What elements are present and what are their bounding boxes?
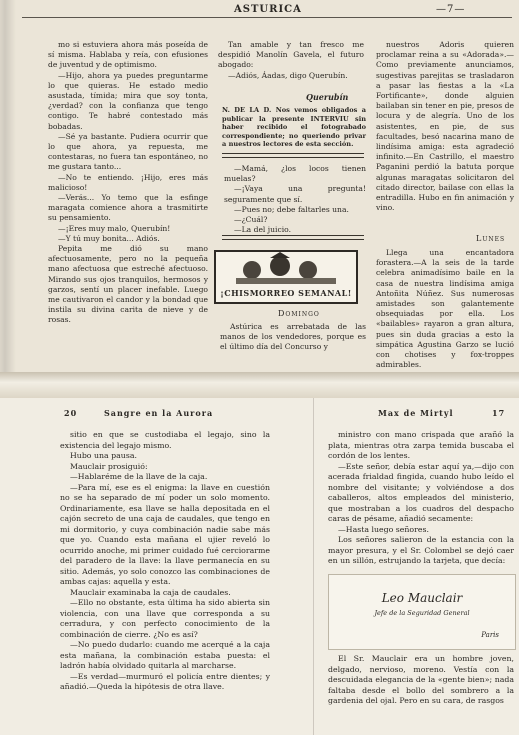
card-city: Paris: [481, 631, 499, 639]
right-page-paragraph: Los señores salieron de la estancia con la mayor presura, y el Sr. Colombel se dejó caer en un sillón, estrujando la tarjeta, que decía:: [328, 535, 514, 565]
left-page-paragraph: —Es verdad—murmuró el policía entre dientes; y añadió.—Queda la hipótesis de otra llave.: [60, 671, 270, 691]
editor-notice: N. DE LA D. Nos vemos obligados a publicar la presente INTERVIU sin haber recibido el fotograbado correspondiente; no queriendo privar a nuestros lectores de esta sección.: [222, 106, 366, 149]
column-1: [48, 40, 208, 326]
left-page-paragraph: Hubo una pausa.: [70, 451, 137, 460]
card-name: Leo Mauclair: [381, 591, 463, 605]
right-page-column: [328, 430, 514, 567]
gutter-line: [313, 398, 314, 735]
column-1-paragraph: mo si estuviera ahora más poseída de sí misma. Hablaba y reía, con efusiones de juventud y de optimismo.: [48, 40, 208, 70]
left-page-paragraph: —No puedo dudarlo: cuando me acerqué a la caja esta mañana, la combinación estaba puesta: el ladrón había olvidado quitarla al marcharse.: [60, 640, 270, 670]
column-3-top: [376, 40, 514, 213]
left-page-paragraph: sitio en que se custodiaba el legajo, sino la existencia del legajo mismo.: [60, 430, 270, 450]
right-running-head: Max de Mirtyl: [378, 408, 454, 418]
dialogue-paragraph: —¿Cuál?: [234, 215, 268, 225]
column-3-paragraph: nuestros Adoris quieren proclamar reina a su «Adorada».—Como previamente anunciamos, sugestivas parejitas se trasladaron a pasar las fiestas a la «La Fortificante», donde alguien bailaban sin tener en pie, presos de locura y de alegría. Uno de los asistentes, en pie, de sus facultades, besó nacarina mano de lindísima amiga: esta agradeció infinito.—En Castrillo, el maestro Paganini perdió la batuta porque algunas maragatas solicitaron del citado director, bailase con ellas la entradilla. Hubo en fin animación y vino.: [376, 40, 514, 213]
left-page-paragraph: Mauclair examinaba la caja de caudales.: [70, 587, 231, 597]
right-page-number: 17: [492, 408, 506, 418]
domingo-heading: Domingo: [278, 309, 320, 318]
column-2-paragraph: —Adiós, Áadas, digo Querubín.: [228, 70, 348, 80]
left-page-paragraph: —Para mí, ese es el enigma: la llave en cuestión no se ha separado de mí poder un solo momento. Ordinariamente, esa llave se halla depositada en el cajón secreto de una caja de caudales, que tengo en mi dormitorio, y cuya combinación nadie sabe más que yo. Cuando esta mañana el ujier reveló lo ocurrido anoche, mi primer cuidado fué cerciorarme del paradero de la llave: la llave permanecía en su sitio. Además, yo solo conozco las combinaciones de ambas cajas: aquella y esta.: [60, 482, 270, 586]
ornament-rule-2: [222, 232, 364, 241]
column-2-intro: [218, 40, 364, 81]
column-1-paragraph: —Sé ya bastante. Pudiera ocurrir que lo que ahora, ya repuesta, me contestaras, no fuera tan espontáneo, no me gustara tanto...: [48, 131, 208, 172]
left-running-head: Sangre en la Aurora: [104, 408, 214, 418]
left-page-paragraph: —Hablaréme de la llave de la caja.: [70, 472, 208, 481]
lunes-text: Llega una encantadora forastera.—A la seis de la tarde celebra animadísimo baile en la casa de nuestra lindísima amiga Antoñita Núñez. Sus numerosas amistades son galantemente obsequiadas por ella. Los «bailables» rayaron a gran altura, pues sin duda gracias a esto la simpática Agustina Garzo se lució con chotises y fox-troppes admirables.: [376, 248, 514, 370]
header-rule: [22, 17, 512, 18]
column-1-paragraph: —Verás... Yo temo que la esfinge maragata comience ahora a trasmitirte su pensamiento.: [48, 193, 208, 223]
dialogue-paragraph: —Pues no; debe faltarles una.: [234, 204, 349, 214]
running-head: ASTURICA: [234, 4, 302, 15]
banner-label: ¡CHISMORREO SEMANAL!: [220, 288, 352, 298]
dialogue-paragraph: —¡Vaya una pregunta! seguramente que sí.: [224, 184, 366, 204]
signature-querubin: Querubín: [306, 92, 349, 102]
column-1-paragraph: Pepita me dió su mano afectuosamente, pero no la pequeña mano afectuosa que estreché afectuoso. Mirando sus ojos tranquilos, hermosos y garzos, sentí un placer inefable. Luego me cautivaron el candor y la bondad que instila su divina carita de nieve y de rosas.: [48, 244, 208, 325]
page-number: —7—: [436, 4, 466, 15]
right-page-paragraph: —Hasta luego señores.: [338, 524, 429, 534]
right-page-paragraph: —Este señor, debía estar aquí ya,—dijo con acerada frialdad fingida, cuando hubo leído el nombre del visitante; y volviéndose a dos caballeros, altos empleados del ministerio, que mostraban a los cuadros del despacho caras de pésame, añadió secamente:: [328, 461, 514, 523]
chismorreo-banner: [214, 250, 358, 304]
dialogue-paragraph: —Mamá, ¿los locos tienen muelas?: [224, 164, 366, 184]
bottom-spread: [0, 398, 519, 735]
column-1-paragraph: —¡Eres muy malo, Querubín!: [58, 223, 171, 233]
lunes-heading: Lunes: [476, 234, 506, 243]
page-fold: [0, 372, 519, 398]
left-page-column: [60, 430, 270, 693]
column-1-paragraph: —No te entiendo. ¡Hijo, eres más malicioso!: [48, 172, 208, 192]
column-1-paragraph: —Y tú muy bonita... Adiós.: [58, 233, 160, 243]
ornament-rule-1: [222, 150, 364, 159]
banner-illustration-icon: [216, 252, 356, 286]
right-page-paragraph: ministro con mano crispada que arañó la plata, mientras otra zarpa temida buscaba el cordón de los lentes.: [328, 430, 514, 460]
column-2-dialogue: [224, 164, 366, 235]
right-page-column-after: El Sr. Mauclair era un hombre joven, delgado, nervioso, moreno. Vestía con la descuidada elegancia de la «gente bien»; nada faltaba desde el bollo del sombrero a la gardenia del ojal. Pero en su cara, de rasgos: [328, 654, 514, 705]
card-title: Jefe de la Seguridad General: [374, 609, 470, 617]
left-page-paragraph: Mauclair prosiguió:: [70, 461, 148, 471]
left-page-number: 20: [64, 408, 78, 418]
domingo-text: Astúrica es arrebatada de las manos de los vendedores, porque es el último día del Concurso y: [220, 322, 366, 352]
column-2-paragraph: Tan amable y tan fresco me despidió Manolín Gavela, el futuro abogado:: [218, 40, 364, 70]
visiting-card: [328, 574, 516, 650]
dialogue-paragraph: —La del juicio.: [234, 225, 291, 235]
left-page-paragraph: —Ello no obstante, esta última ha sido abierta sin violencia, con una llave que corresponda a su cerradura, y con perfecto conocimiento de la combinación de cierre. ¿No es así?: [60, 598, 270, 639]
column-1-paragraph: —Hijo, ahora ya puedes preguntarme lo que quieras. He estado medio asustada, tímida; mira que soy tonta, ¿verdad? con la confianza que tengo contigo. Te habré contestado más bobadas.: [48, 70, 208, 131]
left-edge-shadow: [0, 0, 16, 372]
